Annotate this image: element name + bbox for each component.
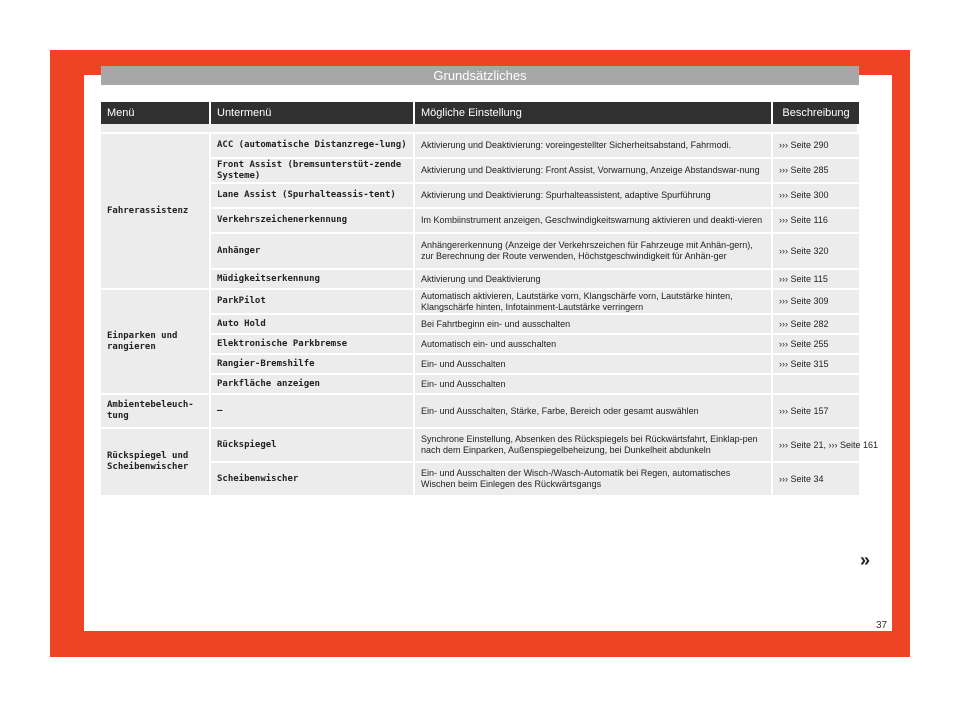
setting-cell: Ein- und Ausschalten bbox=[415, 355, 773, 375]
setting-cell: Aktivierung und Deaktivierung bbox=[415, 270, 773, 290]
submenu-cell: – bbox=[211, 395, 415, 429]
setting-cell: Anhängererkennung (Anzeige der Verkehrszeichen für Fahrzeuge mit Anhän-gern), zur Berechnung der Route verwenden, Höchstgeschwindigkeit für Anhän-ger bbox=[415, 234, 773, 270]
table-row bbox=[101, 290, 859, 315]
submenu-cell: Parkfläche anzeigen bbox=[211, 375, 415, 395]
setting-cell: Ein- und Ausschalten, Stärke, Farbe, Bereich oder gesamt auswählen bbox=[415, 395, 773, 429]
page-ref-cell: ››› Seite 157 bbox=[773, 395, 859, 429]
page-ref-cell: ››› Seite 309 bbox=[773, 290, 859, 315]
setting-cell: Aktivierung und Deaktivierung: Front Assist, Vorwarnung, Anzeige Abstandswar-nung bbox=[415, 159, 773, 184]
submenu-cell: ParkPilot bbox=[211, 290, 415, 315]
submenu-cell: Rangier-Bremshilfe bbox=[211, 355, 415, 375]
menu-cell: Ambientebeleuch-tung bbox=[101, 395, 211, 429]
setting-cell: Ein- und Ausschalten der Wisch-/Wasch-Automatik bei Regen, automatisches Wischen beim Einlegen des Rückwärtsgangs bbox=[415, 463, 773, 497]
page-ref-cell: ››› Seite 255 bbox=[773, 335, 859, 355]
submenu-cell: Lane Assist (Spurhalteassis-tent) bbox=[211, 184, 415, 209]
menu-cell: Fahrerassistenz bbox=[101, 134, 211, 290]
menu-cell: Einparken und rangieren bbox=[101, 290, 211, 395]
continue-mark: » bbox=[860, 550, 871, 570]
page-ref-cell: ››› Seite 300 bbox=[773, 184, 859, 209]
setting-cell: Aktivierung und Deaktivierung: Spurhalteassistent, adaptive Spurführung bbox=[415, 184, 773, 209]
page-ref-cell: ››› Seite 290 bbox=[773, 134, 859, 159]
page-ref-cell: ››› Seite 116 bbox=[773, 209, 859, 234]
menu-cell: Rückspiegel und Scheibenwischer bbox=[101, 429, 211, 497]
submenu-cell: Anhänger bbox=[211, 234, 415, 270]
table-header-row bbox=[101, 102, 859, 124]
table-row bbox=[101, 375, 859, 395]
section-title: Grundsätzliches bbox=[101, 66, 859, 85]
setting-cell: Bei Fahrtbeginn ein- und ausschalten bbox=[415, 315, 773, 335]
table-row bbox=[101, 315, 859, 335]
setting-cell: Automatisch aktivieren, Lautstärke vorn, Klangschärfe vorn, Lautstärke hinten, Klangschärfe hinten, Infotainment-Lautstärke verringern bbox=[415, 290, 773, 315]
page-ref-cell: ››› Seite 115 bbox=[773, 270, 859, 290]
submenu-cell: Auto Hold bbox=[211, 315, 415, 335]
header-setting: Mögliche Einstellung bbox=[415, 102, 773, 124]
table-row bbox=[101, 184, 859, 209]
page-number: 37 bbox=[876, 620, 888, 631]
table-row bbox=[101, 134, 859, 159]
submenu-cell: Elektronische Parkbremse bbox=[211, 335, 415, 355]
page-ref-cell: ››› Seite 282 bbox=[773, 315, 859, 335]
submenu-cell: Scheibenwischer bbox=[211, 463, 415, 497]
table-row bbox=[101, 355, 859, 375]
table-row bbox=[101, 234, 859, 270]
page-ref-cell: ››› Seite 285 bbox=[773, 159, 859, 184]
page-ref-cell bbox=[773, 375, 859, 395]
table-row bbox=[101, 335, 859, 355]
page-ref-cell: ››› Seite 315 bbox=[773, 355, 859, 375]
submenu-cell: ACC (automatische Distanzrege-lung) bbox=[211, 134, 415, 159]
table-row bbox=[101, 463, 859, 497]
table-row bbox=[101, 429, 859, 463]
settings-table bbox=[101, 102, 879, 497]
setting-cell: Automatisch ein- und ausschalten bbox=[415, 335, 773, 355]
setting-cell: Im Kombiinstrument anzeigen, Geschwindigkeitswarnung aktivieren und deakti-vieren bbox=[415, 209, 773, 234]
setting-cell: Ein- und Ausschalten bbox=[415, 375, 773, 395]
header-submenu: Untermenü bbox=[211, 102, 415, 124]
table-row bbox=[101, 395, 859, 429]
submenu-cell: Müdigkeitserkennung bbox=[211, 270, 415, 290]
submenu-cell: Verkehrszeichenerkennung bbox=[211, 209, 415, 234]
header-description: Beschreibung bbox=[773, 102, 859, 124]
submenu-cell: Front Assist (bremsunterstüt-zende Systeme) bbox=[211, 159, 415, 184]
table-row bbox=[101, 159, 859, 184]
page-ref-cell: ››› Seite 21, ››› Seite 161 bbox=[773, 429, 859, 463]
submenu-cell: Rückspiegel bbox=[211, 429, 415, 463]
table-row bbox=[101, 209, 859, 234]
header-menu: Menü bbox=[101, 102, 211, 124]
setting-cell: Aktivierung und Deaktivierung: voreingestellter Sicherheitsabstand, Fahrmodi. bbox=[415, 134, 773, 159]
page-ref-cell: ››› Seite 34 bbox=[773, 463, 859, 497]
page-ref-cell: ››› Seite 320 bbox=[773, 234, 859, 270]
setting-cell: Synchrone Einstellung, Absenken des Rückspiegels bei Rückwärtsfahrt, Einklap-pen nach dem Einparken, Außenspiegelbeheizung, bei Dunkelheit abdunkeln bbox=[415, 429, 773, 463]
table-row bbox=[101, 270, 859, 290]
